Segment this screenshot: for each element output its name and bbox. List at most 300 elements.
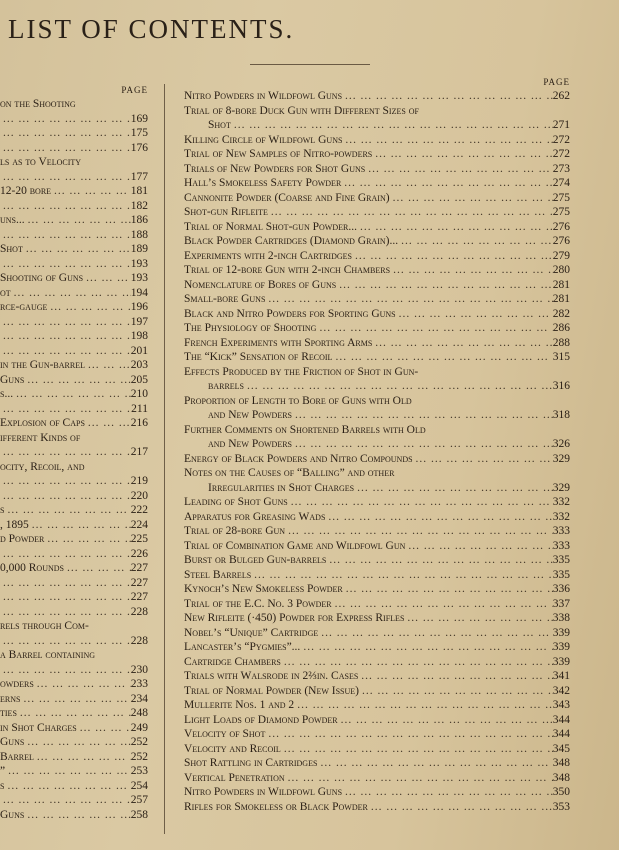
entry-page-number: 343: [552, 699, 570, 711]
entry-title: uns...: [0, 214, 25, 226]
entry-title: The “Kick” Sensation of Recoil: [184, 351, 333, 363]
entry-page-number: 348: [552, 771, 570, 784]
entry-page-number: 227: [130, 576, 148, 589]
dot-leader: [0, 329, 131, 344]
toc-entry: [184, 785, 570, 800]
entry-page-number: 339: [552, 641, 570, 653]
dot-leader: [292, 437, 553, 452]
entry-page-number: 348: [552, 757, 570, 769]
entry-title: Black Powder Cartridges (Diamond Grain)...: [184, 235, 399, 247]
entry-page-number: 248: [130, 707, 148, 719]
entry-title: Trial of Normal Shot-gun Powder...: [184, 220, 357, 233]
entry-title: Steel Barrels: [184, 568, 252, 581]
entry-page-number: 318: [552, 409, 570, 421]
toc-entry-first-line: [184, 104, 570, 119]
entry-title: Nitro Powders in Wildfowl Guns: [184, 786, 343, 798]
entry-title: s...: [0, 388, 14, 400]
dot-leader: [326, 553, 552, 568]
entry-page-number: 339: [552, 655, 570, 668]
entry-page-number: 234: [130, 692, 148, 705]
toc-entry: [184, 191, 570, 206]
entry-page-number: 228: [130, 605, 148, 618]
dot-leader: [0, 634, 131, 649]
entry-page-number: 273: [552, 162, 570, 175]
dot-leader: [352, 249, 553, 264]
entry-title: Velocity of Shot: [184, 728, 266, 740]
toc-entry: [184, 713, 570, 728]
dot-leader: [20, 692, 130, 707]
toc-entry: [184, 336, 570, 351]
toc-entry: [0, 489, 148, 504]
toc-entry: [0, 460, 148, 475]
entry-page-number: 224: [130, 518, 148, 531]
dot-leader: [11, 286, 131, 301]
toc-entry: [0, 126, 148, 141]
entry-page-number: 344: [552, 713, 570, 726]
dot-leader: [24, 373, 130, 388]
toc-entry: [0, 692, 148, 707]
entry-page-number: 316: [552, 380, 570, 392]
entry-page-number: 201: [130, 344, 148, 357]
toc-entry: [0, 141, 148, 156]
dot-leader: [0, 228, 131, 243]
toc-entry: [184, 655, 570, 670]
dot-leader: [413, 452, 553, 467]
dot-leader: [365, 162, 553, 177]
dot-leader: [325, 510, 552, 525]
toc-entry-continuation: [184, 481, 570, 496]
toc-entry: [184, 307, 570, 322]
title-rule: [250, 64, 370, 65]
entry-page-number: 210: [130, 388, 148, 400]
entry-title: Killing Circle of Wildfowl Guns: [184, 133, 343, 146]
toc-entry: [184, 742, 570, 757]
dot-leader: [0, 170, 131, 185]
dot-leader: [47, 300, 130, 315]
entry-title: ocity, Recoil, and: [0, 460, 85, 473]
entry-page-number: 279: [552, 249, 570, 262]
toc-entry-continuation: [184, 379, 570, 394]
entry-page-number: 329: [552, 452, 570, 465]
dot-leader: [343, 582, 553, 597]
entry-title-continuation: barrels: [208, 380, 245, 392]
toc-entry-first-line: [184, 394, 570, 409]
dot-leader: [24, 808, 130, 823]
toc-entry: [0, 619, 148, 634]
entry-title: Trial of New Samples of Nitro-powders: [184, 148, 373, 160]
dot-leader: [0, 112, 131, 127]
toc-entry: [0, 242, 148, 257]
toc-entry: [184, 611, 570, 626]
dot-leader: [0, 793, 131, 808]
toc-entry: [0, 387, 148, 402]
entry-page-number: 329: [552, 481, 570, 494]
entry-page-number: 217: [130, 446, 148, 458]
toc-entry-continuation: [184, 408, 570, 423]
entry-page-number: 189: [130, 243, 148, 255]
entry-title: Nobel’s “Unique” Cartridge: [184, 626, 319, 639]
dot-leader: [0, 547, 131, 562]
toc-entry-continuation: [184, 437, 570, 452]
dot-leader: [359, 684, 553, 699]
page-column-label-left: PAGE: [121, 85, 148, 95]
toc-entry: [0, 663, 148, 678]
entry-page-number: 337: [552, 597, 570, 610]
entry-title: Trial of Normal Powder (New Issue): [184, 684, 360, 697]
toc-entry: [0, 257, 148, 272]
entry-title: Trial of Combination Game and Wildfowl Gun: [184, 539, 406, 552]
toc-entry: [0, 329, 148, 344]
entry-page-number: 275: [552, 206, 570, 218]
entry-title: Small-bore Guns: [184, 293, 266, 305]
dot-leader: [4, 779, 130, 794]
entry-title: ties: [0, 707, 17, 719]
dot-leader: [316, 321, 552, 336]
entry-title-continuation: and New Powders: [208, 438, 292, 450]
entry-page-number: 335: [552, 568, 570, 581]
dot-leader: [318, 626, 553, 641]
entry-page-number: 233: [130, 678, 148, 690]
entry-page-number: 203: [130, 359, 148, 371]
entry-title: Notes on the Causes of “Balling” and other: [184, 467, 395, 479]
entry-page-number: 177: [130, 170, 148, 183]
toc-entry: [0, 199, 148, 214]
toc-entry: [184, 568, 570, 583]
right-entry-list: [184, 89, 570, 814]
entry-title: Trial of 28-bore Gun: [184, 525, 286, 537]
dot-leader: [342, 89, 553, 104]
toc-entry-first-line: [184, 466, 570, 481]
entry-title: Apparatus for Greasing Wads: [184, 510, 326, 523]
toc-entry: [184, 524, 570, 539]
page-column-label-right: PAGE: [543, 77, 570, 87]
entry-title: Hall’s Smokeless Safety Powder: [184, 177, 342, 189]
entry-title: Light Loads of Diamond Powder: [184, 713, 338, 726]
toc-entry: [0, 155, 148, 170]
entry-title: Further Comments on Shortened Barrels with Old: [184, 423, 426, 436]
entry-title: Nomenclature of Bores of Guns: [184, 278, 337, 291]
toc-entry: [184, 800, 570, 815]
entry-page-number: 186: [130, 214, 148, 226]
entry-page-number: 315: [552, 351, 570, 363]
entry-page-number: 281: [552, 278, 570, 291]
entry-page-number: 276: [552, 220, 570, 233]
toc-entry: [0, 474, 148, 489]
dot-leader: [294, 698, 553, 713]
entry-title: ot: [0, 286, 11, 299]
entry-page-number: 339: [552, 626, 570, 639]
entry-page-number: 225: [130, 533, 148, 545]
entry-page-number: 181: [130, 185, 148, 197]
toc-entry: [184, 684, 570, 699]
entry-page-number: 193: [130, 257, 148, 270]
entry-title: a Barrel containing: [0, 649, 95, 661]
toc-entry: [184, 626, 570, 641]
dot-leader: [332, 350, 552, 365]
toc-entry: [0, 648, 148, 663]
dot-leader: [77, 721, 131, 736]
entry-page-number: 335: [552, 554, 570, 566]
entry-page-number: 272: [552, 148, 570, 160]
toc-entry: [0, 431, 148, 446]
dot-leader: [51, 184, 131, 199]
toc-entry-continuation: [184, 118, 570, 133]
dot-leader: [0, 445, 131, 460]
dot-leader: [390, 191, 553, 206]
entry-page-number: 288: [552, 336, 570, 349]
entry-title: Proportion of Length to Bore of Guns with Old: [184, 394, 412, 407]
entry-title: Experiments with 2-inch Cartridges: [184, 249, 352, 262]
entry-title: rels through Com-: [0, 620, 89, 632]
entry-page-number: 169: [130, 112, 148, 125]
entry-title: Guns: [0, 373, 25, 386]
entry-title: Barrel: [0, 750, 34, 763]
entry-title: Vertical Penetration: [184, 771, 285, 784]
entry-page-number: 272: [552, 133, 570, 146]
entry-title: 0,000 Rounds: [0, 562, 64, 574]
toc-entry-first-line: [184, 365, 570, 380]
toc-entry: [0, 286, 148, 301]
dot-leader: [17, 706, 131, 721]
toc-entry: [0, 315, 148, 330]
entry-title: on the Shooting: [0, 98, 76, 110]
toc-entry: [184, 452, 570, 467]
toc-entry: [184, 510, 570, 525]
dot-leader: [358, 669, 552, 684]
entry-page-number: 345: [552, 742, 570, 755]
dot-leader: [336, 278, 553, 293]
entry-title: The Physiology of Shooting: [184, 322, 317, 334]
dot-leader: [23, 242, 131, 257]
entry-title-continuation: Irregularities in Shot Charges: [208, 481, 355, 494]
toc-entry: [184, 176, 570, 191]
toc-entry: [0, 358, 148, 373]
entry-page-number: 226: [130, 547, 148, 560]
entry-page-number: 341: [552, 670, 570, 682]
toc-entry: [184, 553, 570, 568]
dot-leader: [0, 590, 131, 605]
entry-page-number: 262: [552, 90, 570, 102]
entry-page-number: 257: [130, 794, 148, 806]
entry-page-number: 253: [130, 765, 148, 777]
dot-leader: [341, 176, 552, 191]
toc-entry: [184, 597, 570, 612]
dot-leader: [0, 605, 131, 620]
entry-title: Lancaster’s “Pygmies”...: [184, 641, 301, 653]
entry-title: Cartridge Chambers: [184, 655, 281, 668]
entry-page-number: 271: [552, 119, 570, 131]
toc-entry: [184, 263, 570, 278]
left-entry-list: [0, 97, 148, 822]
toc-entry: [0, 764, 148, 779]
dot-leader: [285, 771, 553, 786]
dot-leader: [0, 199, 131, 214]
entry-page-number: 275: [552, 191, 570, 204]
entry-title: , 1895: [0, 518, 29, 531]
entry-page-number: 332: [552, 496, 570, 508]
toc-entry: [0, 590, 148, 605]
entry-page-number: 332: [552, 510, 570, 523]
dot-leader: [396, 307, 553, 322]
entry-page-number: 220: [130, 489, 148, 502]
toc-entry: [0, 300, 148, 315]
dot-leader: [4, 503, 130, 518]
dot-leader: [300, 640, 552, 655]
entry-title: Effects Produced by the Friction of Shot in Gun-: [184, 365, 419, 378]
entry-page-number: 342: [552, 684, 570, 697]
entry-title: Nitro Powders in Wildfowl Guns: [184, 90, 343, 102]
entry-page-number: 338: [552, 612, 570, 624]
toc-entry: [184, 350, 570, 365]
dot-leader: [265, 727, 552, 742]
entry-page-number: 276: [552, 235, 570, 247]
entry-title: ls as to Velocity: [0, 156, 82, 168]
entry-title: d Powder: [0, 533, 45, 545]
dot-leader: [13, 387, 131, 402]
entry-title: Trial of 12-bore Gun with 2-inch Chambers: [184, 264, 391, 276]
dot-leader: [34, 677, 131, 692]
entry-page-number: 252: [130, 750, 148, 763]
entry-page-number: 211: [131, 402, 148, 415]
dot-leader: [0, 489, 131, 504]
toc-entry: [0, 416, 148, 431]
entry-title: Burst or Bulged Gun-barrels: [184, 554, 327, 566]
entry-page-number: 227: [130, 591, 148, 603]
toc-entry: [184, 698, 570, 713]
dot-leader: [24, 735, 130, 750]
entry-page-number: 188: [130, 228, 148, 241]
dot-leader: [0, 257, 131, 272]
toc-entry: [184, 234, 570, 249]
toc-entry: [0, 518, 148, 533]
entry-page-number: 333: [552, 539, 570, 552]
dot-leader: [265, 292, 552, 307]
entry-title: Shot-gun Rifleite: [184, 206, 268, 218]
toc-entry: [184, 321, 570, 336]
dot-leader: [0, 576, 131, 591]
dot-leader: [390, 263, 553, 278]
entry-page-number: 282: [552, 307, 570, 320]
entry-title: Shot: [0, 243, 23, 255]
toc-entry: [0, 445, 148, 460]
toc-entry: [0, 503, 148, 518]
toc-entry: [184, 582, 570, 597]
toc-entry: [0, 170, 148, 185]
entry-title: Rifles for Smokeless or Black Powder: [184, 800, 368, 813]
entry-page-number: 194: [130, 286, 148, 299]
entry-title: New Rifleite (·450) Powder for Express Rifles: [184, 612, 405, 624]
entry-page-number: 175: [130, 127, 148, 139]
dot-leader: [372, 336, 552, 351]
entry-title: Trial of 8-bore Duck Gun with Different Sizes of: [184, 104, 419, 117]
dot-leader: [29, 518, 131, 533]
page-title: LIST OF CONTENTS.: [8, 14, 295, 44]
toc-entry: [184, 220, 570, 235]
toc-entry: [0, 634, 148, 649]
toc-entry: [0, 547, 148, 562]
dot-leader: [288, 495, 553, 510]
entry-page-number: 182: [130, 199, 148, 212]
entry-title: French Experiments with Sporting Arms: [184, 336, 373, 349]
toc-entry: [184, 640, 570, 655]
entry-title: Mullerite Nos. 1 and 2: [184, 699, 295, 711]
entry-page-number: 219: [130, 475, 148, 487]
entry-title: Energy of Black Powders and Nitro Compounds: [184, 452, 413, 465]
dot-leader: [0, 315, 131, 330]
dot-leader: [25, 213, 131, 228]
dot-leader: [332, 597, 553, 612]
dot-leader: [64, 561, 131, 576]
entry-page-number: 274: [552, 177, 570, 189]
toc-entry: [184, 89, 570, 104]
toc-entry: [184, 539, 570, 554]
entry-page-number: 350: [552, 786, 570, 798]
dot-leader: [405, 539, 552, 554]
entry-page-number: 249: [130, 721, 148, 734]
entry-title: Guns: [0, 808, 25, 821]
entry-page-number: 230: [130, 663, 148, 676]
entry-page-number: 252: [130, 736, 148, 748]
entry-page-number: 286: [552, 322, 570, 334]
toc-entry: [184, 278, 570, 293]
entry-page-number: 326: [552, 438, 570, 450]
entry-title: s: [0, 504, 5, 516]
toc-entry: [0, 793, 148, 808]
toc-entry: [0, 677, 148, 692]
entry-title: ifferent Kinds of: [0, 431, 81, 444]
dot-leader: [85, 416, 131, 431]
toc-entry: [184, 133, 570, 148]
entry-title: Shot Rattling in Cartridges: [184, 757, 318, 769]
dot-leader: [268, 205, 553, 220]
entry-title-continuation: Shot: [208, 119, 231, 131]
dot-leader: [0, 663, 131, 678]
entry-page-number: 258: [130, 808, 148, 821]
entry-title: in the Gun-barrel: [0, 359, 85, 371]
dot-leader: [231, 118, 553, 133]
dot-leader: [85, 358, 131, 373]
dot-leader: [404, 611, 552, 626]
entry-title: Kynoch’s New Smokeless Powder: [184, 583, 343, 595]
entry-page-number: 227: [130, 562, 148, 574]
toc-entry: [0, 561, 148, 576]
entry-title: Shooting of Guns: [0, 272, 84, 284]
entry-page-number: 176: [130, 141, 148, 154]
entry-title: owders: [0, 678, 34, 690]
entry-title-continuation: and New Powders: [208, 409, 292, 421]
dot-leader: [0, 126, 131, 141]
toc-entry: [184, 292, 570, 307]
toc-entry: [0, 184, 148, 199]
toc-entry: [0, 735, 148, 750]
entry-page-number: 196: [130, 301, 148, 313]
toc-entry: [184, 147, 570, 162]
dot-leader: [357, 220, 553, 235]
toc-entry: [0, 779, 148, 794]
dot-leader: [0, 141, 131, 156]
toc-entry: [0, 213, 148, 228]
entry-title: Trials with Walsrode in 2⅔in. Cases: [184, 670, 359, 682]
toc-entry: [0, 228, 148, 243]
dot-leader: [372, 147, 553, 162]
toc-entry: [0, 112, 148, 127]
entry-title: Guns: [0, 736, 25, 748]
dot-leader: [0, 474, 131, 489]
entry-title: ”: [0, 765, 6, 777]
entry-page-number: 353: [552, 800, 570, 813]
entry-page-number: 222: [130, 504, 148, 516]
entry-title: Velocity and Recoil: [184, 742, 281, 755]
